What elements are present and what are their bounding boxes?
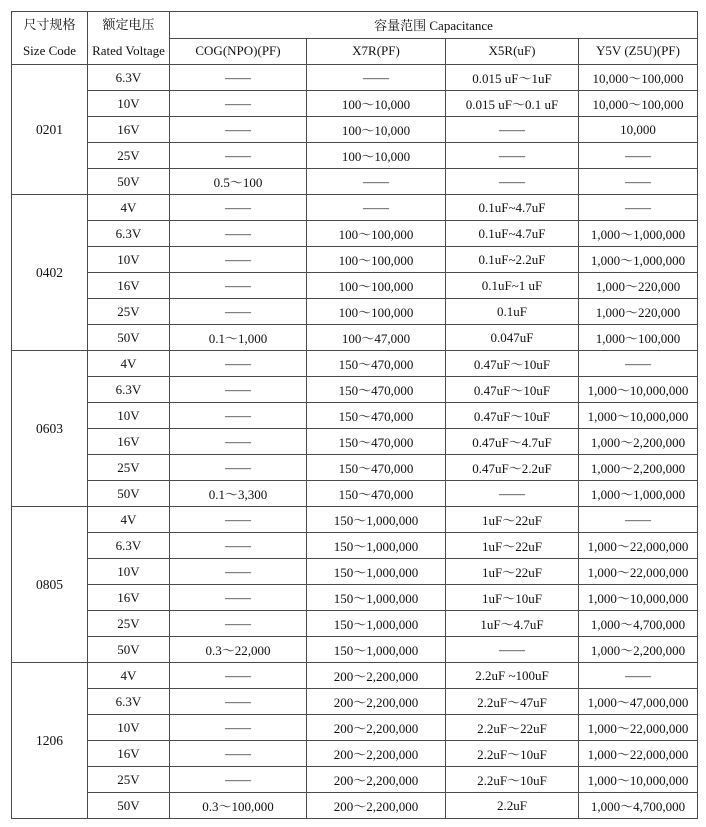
voltage-cell: 6.3V: [88, 221, 170, 247]
x5r-cell: 0.1uF: [446, 299, 579, 325]
column-header-cog: COG(NPO)(PF): [170, 38, 307, 65]
x5r-cell: ——: [446, 143, 579, 169]
cog-cell: ——: [170, 507, 307, 533]
voltage-cell: 16V: [88, 117, 170, 143]
x7r-cell: 100～10,000: [307, 117, 446, 143]
voltage-cell: 10V: [88, 247, 170, 273]
x7r-cell: 100～100,000: [307, 273, 446, 299]
x7r-cell: 100～10,000: [307, 143, 446, 169]
voltage-cell: 25V: [88, 611, 170, 637]
voltage-cell: 50V: [88, 325, 170, 351]
y5v-cell: ——: [579, 195, 698, 221]
voltage-cell: 4V: [88, 195, 170, 221]
x7r-cell: 150～470,000: [307, 481, 446, 507]
x7r-cell: 200～2,200,000: [307, 715, 446, 741]
y5v-cell: ——: [579, 351, 698, 377]
y5v-cell: ——: [579, 507, 698, 533]
cog-cell: ——: [170, 455, 307, 481]
y5v-cell: 1,000～10,000,000: [579, 377, 698, 403]
x7r-cell: 150～1,000,000: [307, 637, 446, 663]
x7r-cell: 150～1,000,000: [307, 611, 446, 637]
y5v-cell: 1,000～4,700,000: [579, 611, 698, 637]
y5v-cell: ——: [579, 663, 698, 689]
cog-cell: ——: [170, 715, 307, 741]
x5r-cell: 2.2uF～10uF: [446, 767, 579, 793]
table-row: [12, 351, 698, 377]
y5v-cell: 1,000～22,000,000: [579, 533, 698, 559]
x5r-cell: 2.2uF～22uF: [446, 715, 579, 741]
y5v-cell: 1,000～1,000,000: [579, 481, 698, 507]
voltage-cell: 16V: [88, 741, 170, 767]
y5v-cell: 1,000～4,700,000: [579, 793, 698, 819]
voltage-cell: 10V: [88, 403, 170, 429]
x7r-cell: 150～470,000: [307, 455, 446, 481]
x5r-cell: 0.015 uF～0.1 uF: [446, 91, 579, 117]
x7r-cell: 100～100,000: [307, 221, 446, 247]
voltage-cell: 6.3V: [88, 689, 170, 715]
cog-cell: ——: [170, 221, 307, 247]
size-code-header: [12, 12, 88, 65]
size-code-cell: 0805: [12, 507, 88, 663]
cog-cell: 0.1～1,000: [170, 325, 307, 351]
cog-cell: 0.5～100: [170, 169, 307, 195]
cog-cell: ——: [170, 273, 307, 299]
cog-cell: ——: [170, 767, 307, 793]
y5v-cell: 10,000～100,000: [579, 91, 698, 117]
voltage-cell: 6.3V: [88, 377, 170, 403]
cog-cell: ——: [170, 403, 307, 429]
table-row: [12, 65, 698, 91]
x5r-cell: 1uF～22uF: [446, 507, 579, 533]
cog-cell: 0.3～22,000: [170, 637, 307, 663]
size-code-cell: 0603: [12, 351, 88, 507]
x7r-cell: 150～470,000: [307, 429, 446, 455]
header-row-top: [12, 12, 698, 39]
x5r-cell: 0.1uF~4.7uF: [446, 195, 579, 221]
size-code-header-cn: 尺寸规格: [23, 17, 76, 32]
y5v-cell: 1,000～22,000,000: [579, 559, 698, 585]
voltage-cell: 16V: [88, 429, 170, 455]
cog-cell: ——: [170, 351, 307, 377]
voltage-cell: 10V: [88, 91, 170, 117]
x5r-cell: ——: [446, 169, 579, 195]
x5r-cell: 0.1uF~1 uF: [446, 273, 579, 299]
x5r-cell: 0.1uF~2.2uF: [446, 247, 579, 273]
x5r-cell: ——: [446, 637, 579, 663]
cog-cell: 0.1～3,300: [170, 481, 307, 507]
voltage-cell: 50V: [88, 481, 170, 507]
y5v-cell: ——: [579, 143, 698, 169]
table-row: [12, 403, 698, 429]
x5r-cell: 2.2uF ~100uF: [446, 663, 579, 689]
size-code-cell: 0201: [12, 65, 88, 195]
y5v-cell: 1,000～10,000,000: [579, 585, 698, 611]
column-header-x5r: X5R(uF): [446, 38, 579, 65]
cog-cell: ——: [170, 143, 307, 169]
y5v-cell: 1,000～10,000,000: [579, 403, 698, 429]
x5r-cell: ——: [446, 481, 579, 507]
x7r-cell: 150～1,000,000: [307, 533, 446, 559]
rated-voltage-header: [88, 12, 170, 65]
table-row: [12, 195, 698, 221]
table-row: [12, 507, 698, 533]
y5v-cell: 1,000～2,200,000: [579, 429, 698, 455]
y5v-cell: 1,000～47,000,000: [579, 689, 698, 715]
x7r-cell: 150～470,000: [307, 403, 446, 429]
y5v-cell: 1,000～22,000,000: [579, 741, 698, 767]
voltage-cell: 10V: [88, 559, 170, 585]
x7r-cell: ——: [307, 195, 446, 221]
table-row: [12, 637, 698, 663]
voltage-cell: 25V: [88, 143, 170, 169]
table-row: [12, 221, 698, 247]
x7r-cell: 100～10,000: [307, 91, 446, 117]
size-code-cell: 1206: [12, 663, 88, 819]
voltage-cell: 50V: [88, 793, 170, 819]
x5r-cell: 2.2uF: [446, 793, 579, 819]
x7r-cell: 200～2,200,000: [307, 767, 446, 793]
y5v-cell: 10,000: [579, 117, 698, 143]
y5v-cell: 10,000～100,000: [579, 65, 698, 91]
table-row: [12, 741, 698, 767]
cog-cell: ——: [170, 299, 307, 325]
x7r-cell: 100～100,000: [307, 299, 446, 325]
table-row: [12, 169, 698, 195]
x7r-cell: 150～470,000: [307, 377, 446, 403]
voltage-cell: 25V: [88, 767, 170, 793]
x5r-cell: 1uF～4.7uF: [446, 611, 579, 637]
x5r-cell: 0.47uF～10uF: [446, 351, 579, 377]
table-body: [12, 65, 698, 819]
voltage-cell: 6.3V: [88, 65, 170, 91]
cog-cell: ——: [170, 611, 307, 637]
voltage-cell: 4V: [88, 507, 170, 533]
y5v-cell: 1,000～1,000,000: [579, 247, 698, 273]
y5v-cell: ——: [579, 169, 698, 195]
x5r-cell: 0.1uF~4.7uF: [446, 221, 579, 247]
voltage-cell: 16V: [88, 585, 170, 611]
cog-cell: ——: [170, 533, 307, 559]
x7r-cell: 100～100,000: [307, 247, 446, 273]
y5v-cell: 1,000～2,200,000: [579, 637, 698, 663]
x5r-cell: 1uF～22uF: [446, 559, 579, 585]
table-row: [12, 559, 698, 585]
table-row: [12, 481, 698, 507]
voltage-cell: 25V: [88, 455, 170, 481]
x5r-cell: 0.47uF～4.7uF: [446, 429, 579, 455]
x7r-cell: 150～470,000: [307, 351, 446, 377]
column-header-x7r: X7R(PF): [307, 38, 446, 65]
x5r-cell: 0.47uF～10uF: [446, 403, 579, 429]
table-row: [12, 533, 698, 559]
table-row: [12, 715, 698, 741]
cog-cell: ——: [170, 91, 307, 117]
x5r-cell: 1uF～22uF: [446, 533, 579, 559]
cog-cell: ——: [170, 247, 307, 273]
voltage-cell: 50V: [88, 169, 170, 195]
cog-cell: 0.3～100,000: [170, 793, 307, 819]
x7r-cell: 200～2,200,000: [307, 663, 446, 689]
table-row: [12, 299, 698, 325]
rated-voltage-header-en: Rated Voltage: [92, 43, 165, 58]
x7r-cell: 150～1,000,000: [307, 507, 446, 533]
table-row: [12, 767, 698, 793]
x5r-cell: 0.047uF: [446, 325, 579, 351]
x7r-cell: 200～2,200,000: [307, 741, 446, 767]
capacitance-header: 容量范围 Capacitance: [170, 12, 698, 39]
table-row: [12, 143, 698, 169]
x5r-cell: 0.015 uF～1uF: [446, 65, 579, 91]
table-row: [12, 377, 698, 403]
table-row: [12, 247, 698, 273]
cog-cell: ——: [170, 663, 307, 689]
size-code-cell: 0402: [12, 195, 88, 351]
voltage-cell: 10V: [88, 715, 170, 741]
voltage-cell: 4V: [88, 663, 170, 689]
size-code-header-en: Size Code: [22, 43, 77, 58]
x7r-cell: 150～1,000,000: [307, 585, 446, 611]
rated-voltage-header-cn: 额定电压: [102, 17, 155, 32]
table-row: [12, 611, 698, 637]
table-row: [12, 429, 698, 455]
x5r-cell: ——: [446, 117, 579, 143]
x5r-cell: 2.2uF～47uF: [446, 689, 579, 715]
table-row: [12, 689, 698, 715]
table-row: [12, 663, 698, 689]
table-row: [12, 793, 698, 819]
x7r-cell: 100～47,000: [307, 325, 446, 351]
table-row: [12, 455, 698, 481]
x7r-cell: 150～1,000,000: [307, 559, 446, 585]
y5v-cell: 1,000～10,000,000: [579, 767, 698, 793]
y5v-cell: 1,000～22,000,000: [579, 715, 698, 741]
cog-cell: ——: [170, 689, 307, 715]
table-row: [12, 325, 698, 351]
cog-cell: ——: [170, 195, 307, 221]
table-header: [12, 12, 698, 65]
y5v-cell: 1,000～220,000: [579, 299, 698, 325]
y5v-cell: 1,000～2,200,000: [579, 455, 698, 481]
column-header-y5v: Y5V (Z5U)(PF): [579, 38, 698, 65]
x5r-cell: 0.47uF～2.2uF: [446, 455, 579, 481]
y5v-cell: 1,000～220,000: [579, 273, 698, 299]
x5r-cell: 0.47uF～10uF: [446, 377, 579, 403]
table-row: [12, 91, 698, 117]
voltage-cell: 4V: [88, 351, 170, 377]
cog-cell: ——: [170, 377, 307, 403]
table-row: [12, 585, 698, 611]
x7r-cell: ——: [307, 65, 446, 91]
voltage-cell: 16V: [88, 273, 170, 299]
x7r-cell: ——: [307, 169, 446, 195]
cog-cell: ——: [170, 429, 307, 455]
voltage-cell: 25V: [88, 299, 170, 325]
voltage-cell: 50V: [88, 637, 170, 663]
voltage-cell: 6.3V: [88, 533, 170, 559]
cog-cell: ——: [170, 117, 307, 143]
y5v-cell: 1,000～1,000,000: [579, 221, 698, 247]
cog-cell: ——: [170, 741, 307, 767]
capacitance-table: [11, 11, 698, 819]
x7r-cell: 200～2,200,000: [307, 793, 446, 819]
x7r-cell: 200～2,200,000: [307, 689, 446, 715]
table-row: [12, 117, 698, 143]
cog-cell: ——: [170, 559, 307, 585]
cog-cell: ——: [170, 585, 307, 611]
table-row: [12, 273, 698, 299]
cog-cell: ——: [170, 65, 307, 91]
x5r-cell: 1uF～10uF: [446, 585, 579, 611]
y5v-cell: 1,000～100,000: [579, 325, 698, 351]
x5r-cell: 2.2uF～10uF: [446, 741, 579, 767]
